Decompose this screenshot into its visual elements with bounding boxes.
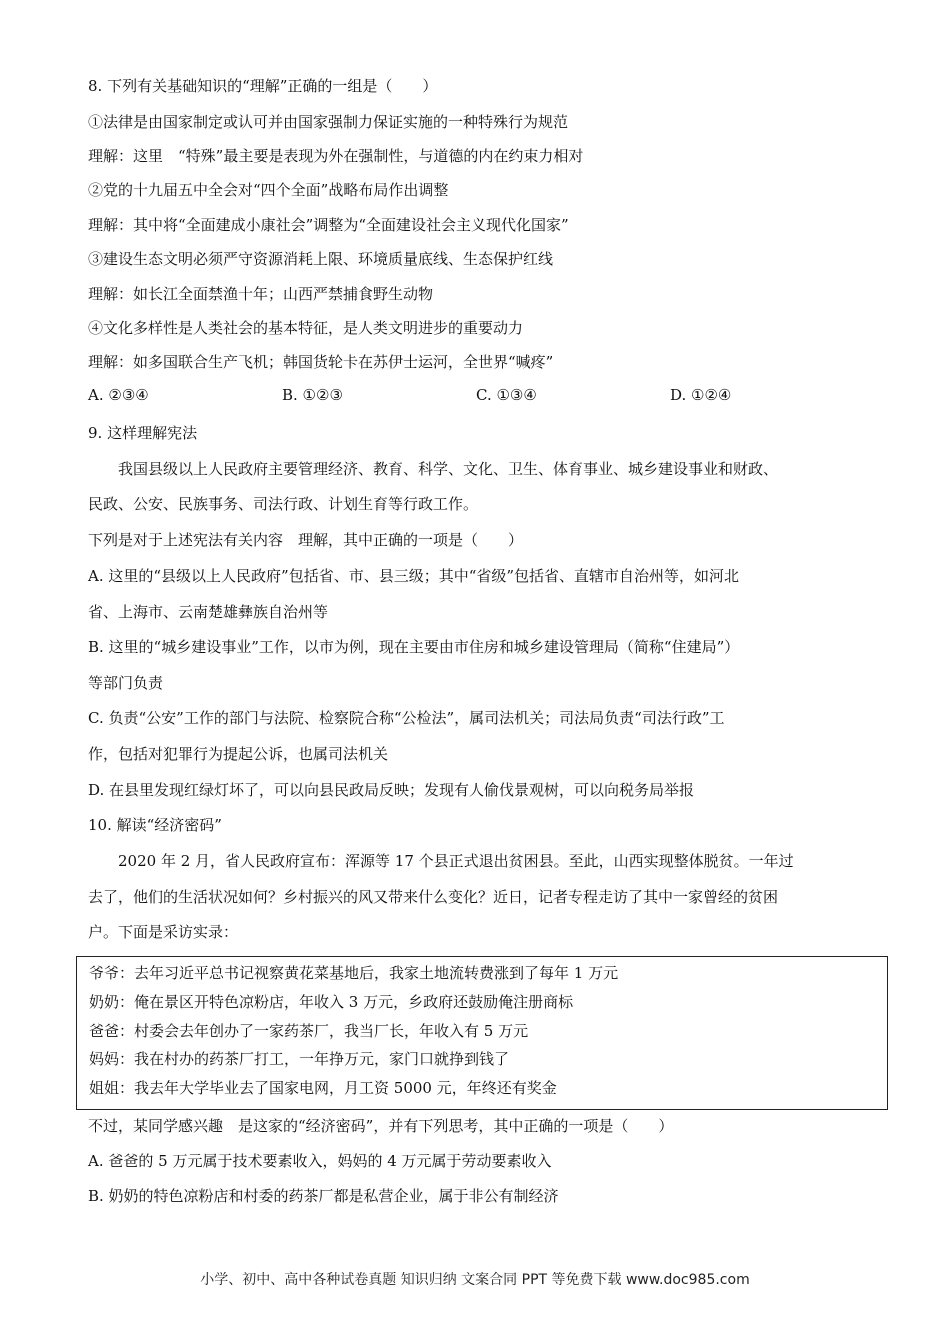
interview-mom: 妈妈：我在村办的药茶厂打工，一年挣万元，家门口就挣到钱了 (89, 1050, 510, 1068)
q10-passage-line-3: 户。下面是采访实录： (88, 923, 239, 941)
q8-option-d: D. ①②④ (670, 386, 732, 404)
q8-item-3: ③建设生态文明必须严守资源消耗上限、环境质量底线、生态保护红线 (88, 250, 554, 268)
interview-sister: 姐姐：我去年大学毕业去了国家电网，月工资 5000 元，年终还有奖金 (89, 1079, 557, 1097)
page-footer: 小学、初中、高中各种试卷真题 知识归纳 文案合同 PPT 等免费下载 www.doc985.com (200, 1272, 750, 1288)
q8-item-1: ①法律是由国家制定或认可并由国家强制力保证实施的一种特殊行为规范 (88, 113, 569, 131)
q8-item-3-understanding: 理解：如长江全面禁渔十年；山西严禁捕食野生动物 (88, 285, 434, 303)
q8-item-2-understanding: 理解：其中将“全面建成小康社会”调整为“全面建设社会主义现代化国家” (88, 216, 569, 234)
q9-passage-line-1: 我国县级以上人民政府主要管理经济、教育、科学、文化、卫生、体育事业、城乡建设事业和财政、 (118, 460, 779, 478)
q9-option-c: C. 负责“公安”工作的部门与法院、检察院合称“公检法”，属司法机关；司法局负责“司法行政”工 (88, 709, 725, 727)
q10-passage-line-2: 去了，他们的生活状况如何？乡村振兴的风又带来什么变化？近日，记者专程走访了其中一家曾经的贫困 (88, 888, 779, 906)
q8-option-c: C. ①③④ (476, 386, 537, 404)
q9-option-b-cont: 等部门负责 (88, 674, 164, 692)
q9-option-c-cont: 作，包括对犯罪行为提起公诉，也属司法机关 (88, 745, 389, 763)
q8-item-2: ②党的十九届五中全会对“四个全面”战略布局作出调整 (88, 181, 449, 199)
q9-option-a-cont: 省、上海市、云南楚雄彝族自治州等 (88, 603, 329, 621)
q10-question: 不过，某同学感兴趣 是这家的“经济密码”，并有下列思考，其中正确的一项是（ ） (88, 1117, 674, 1135)
interview-box (76, 956, 888, 1110)
interview-dad: 爸爸：村委会去年创办了一家药茶厂，我当厂长，年收入有 5 万元 (89, 1022, 529, 1040)
q10-option-b: B. 奶奶的特色凉粉店和村委的药茶厂都是私营企业，属于非公有制经济 (88, 1187, 559, 1205)
q9-option-b: B. 这里的“城乡建设事业”工作，以市为例，现在主要由市住房和城乡建设管理局（简称“住建局”） (88, 638, 740, 656)
q8-item-4-understanding: 理解：如多国联合生产飞机；韩国货轮卡在苏伊士运河，全世界“喊疼” (88, 353, 554, 371)
q8-option-b: B. ①②③ (282, 386, 343, 404)
q8-stem: 8. 下列有关基础知识的“理解”正确的一组是（ ） (88, 77, 438, 95)
q8-item-1-understanding: 理解：这里 “特殊”最主要是表现为外在强制性，与道德的内在约束力相对 (88, 147, 584, 165)
interview-grandma: 奶奶：俺在景区开特色凉粉店，年收入 3 万元，乡政府还鼓励俺注册商标 (89, 993, 574, 1011)
q8-item-4: ④文化多样性是人类社会的基本特征，是人类文明进步的重要动力 (88, 319, 524, 337)
q10-passage-line-1: 2020 年 2 月，省人民政府宣布：浑源等 17 个县正式退出贫困县。至此，山西实现整体脱贫。一年过 (118, 852, 794, 870)
q10-option-a: A. 爸爸的 5 万元属于技术要素收入，妈妈的 4 万元属于劳动要素收入 (88, 1152, 552, 1170)
q9-option-d: D. 在县里发现红绿灯坏了，可以向县民政局反映；发现有人偷伐景观树，可以向税务局举报 (88, 781, 695, 799)
q10-stem: 10. 解读“经济密码” (88, 816, 222, 834)
q9-option-a: A. 这里的“县级以上人民政府”包括省、市、县三级；其中“省级”包括省、直辖市自治州等，如河北 (88, 567, 740, 585)
q8-option-a: A. ②③④ (88, 386, 149, 404)
q9-question: 下列是对于上述宪法有关内容 理解，其中正确的一项是（ ） (88, 531, 524, 549)
interview-grandpa: 爷爷：去年习近平总书记视察黄花菜基地后，我家土地流转费涨到了每年 1 万元 (89, 964, 619, 982)
q9-passage-line-2: 民政、公安、民族事务、司法行政、计划生育等行政工作。 (88, 495, 479, 513)
q8-options (88, 386, 868, 406)
q9-stem: 9. 这样理解宪法 (88, 424, 198, 442)
